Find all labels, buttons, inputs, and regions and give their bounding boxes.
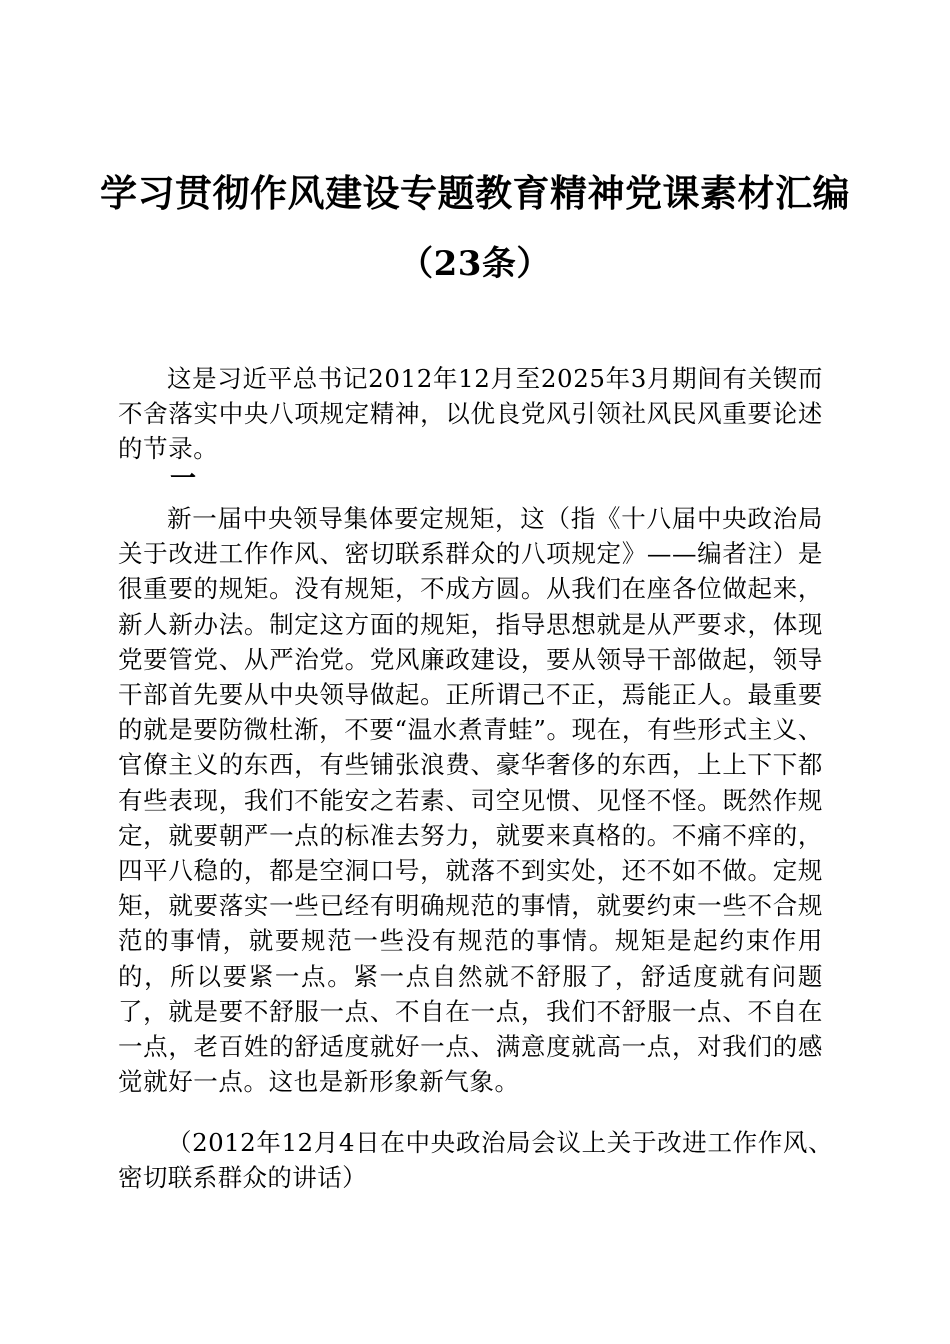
intro-paragraph: 这是习近平总书记2012年12月至2025年3月期间有关锲而不舍落实中央八项规定精神，以优良党风引领社风民风重要论述的节录。 — [118, 364, 823, 464]
document-title: 学习贯彻作风建设专题教育精神党课素材汇编 — [100, 171, 850, 215]
section-source-note: （2012年12月4日在中央政治局会议上关于改进工作作风、密切联系群众的讲话） — [118, 1128, 833, 1193]
section-number: 一 — [170, 464, 197, 494]
section-paragraph: 新一届中央领导集体要定规矩，这（指《十八届中央政治局关于改进工作作风、密切联系群众的八项规定》——编者注）是很重要的规矩。没有规矩，不成方圆。从我们在座各位做起来，新人新办法。制定这方面的规矩，指导思想就是从严要求，体现党要管党、从严治党。党风廉政建设，要从领导干部做起，领导干部首先要从中央领导做起。正所谓己不正，焉能正人。最重要的就是要防微杜渐，不要“温水煮青蛙”。现在，有些形式主义、官僚主义的东西，有些铺张浪费、豪华奢侈的东西，上上下下都有些表现，我们不能安之若素、司空见惯、见怪不怪。既然作规定，就要朝严一点的标准去努力，就要来真格的。不痛不痒的，四平八稳的，都是空洞口号，就落不到实处，还不如不做。定规矩，就要落实一些已经有明确规范的事情，就要约束一些不合规范的事情，就要规范一些没有规范的事情。规矩是起约束作用的，所以要紧一点。紧一点自然就不舒服了，舒适度就有问题了，就是要不舒服一点、不自在一点，我们不舒服一点、不自在一点，老百姓的舒适度就好一点、满意度就高一点，对我们的感觉就好一点。这也是新形象新气象。 — [118, 504, 824, 1097]
document-subtitle: （23条） — [399, 244, 551, 284]
